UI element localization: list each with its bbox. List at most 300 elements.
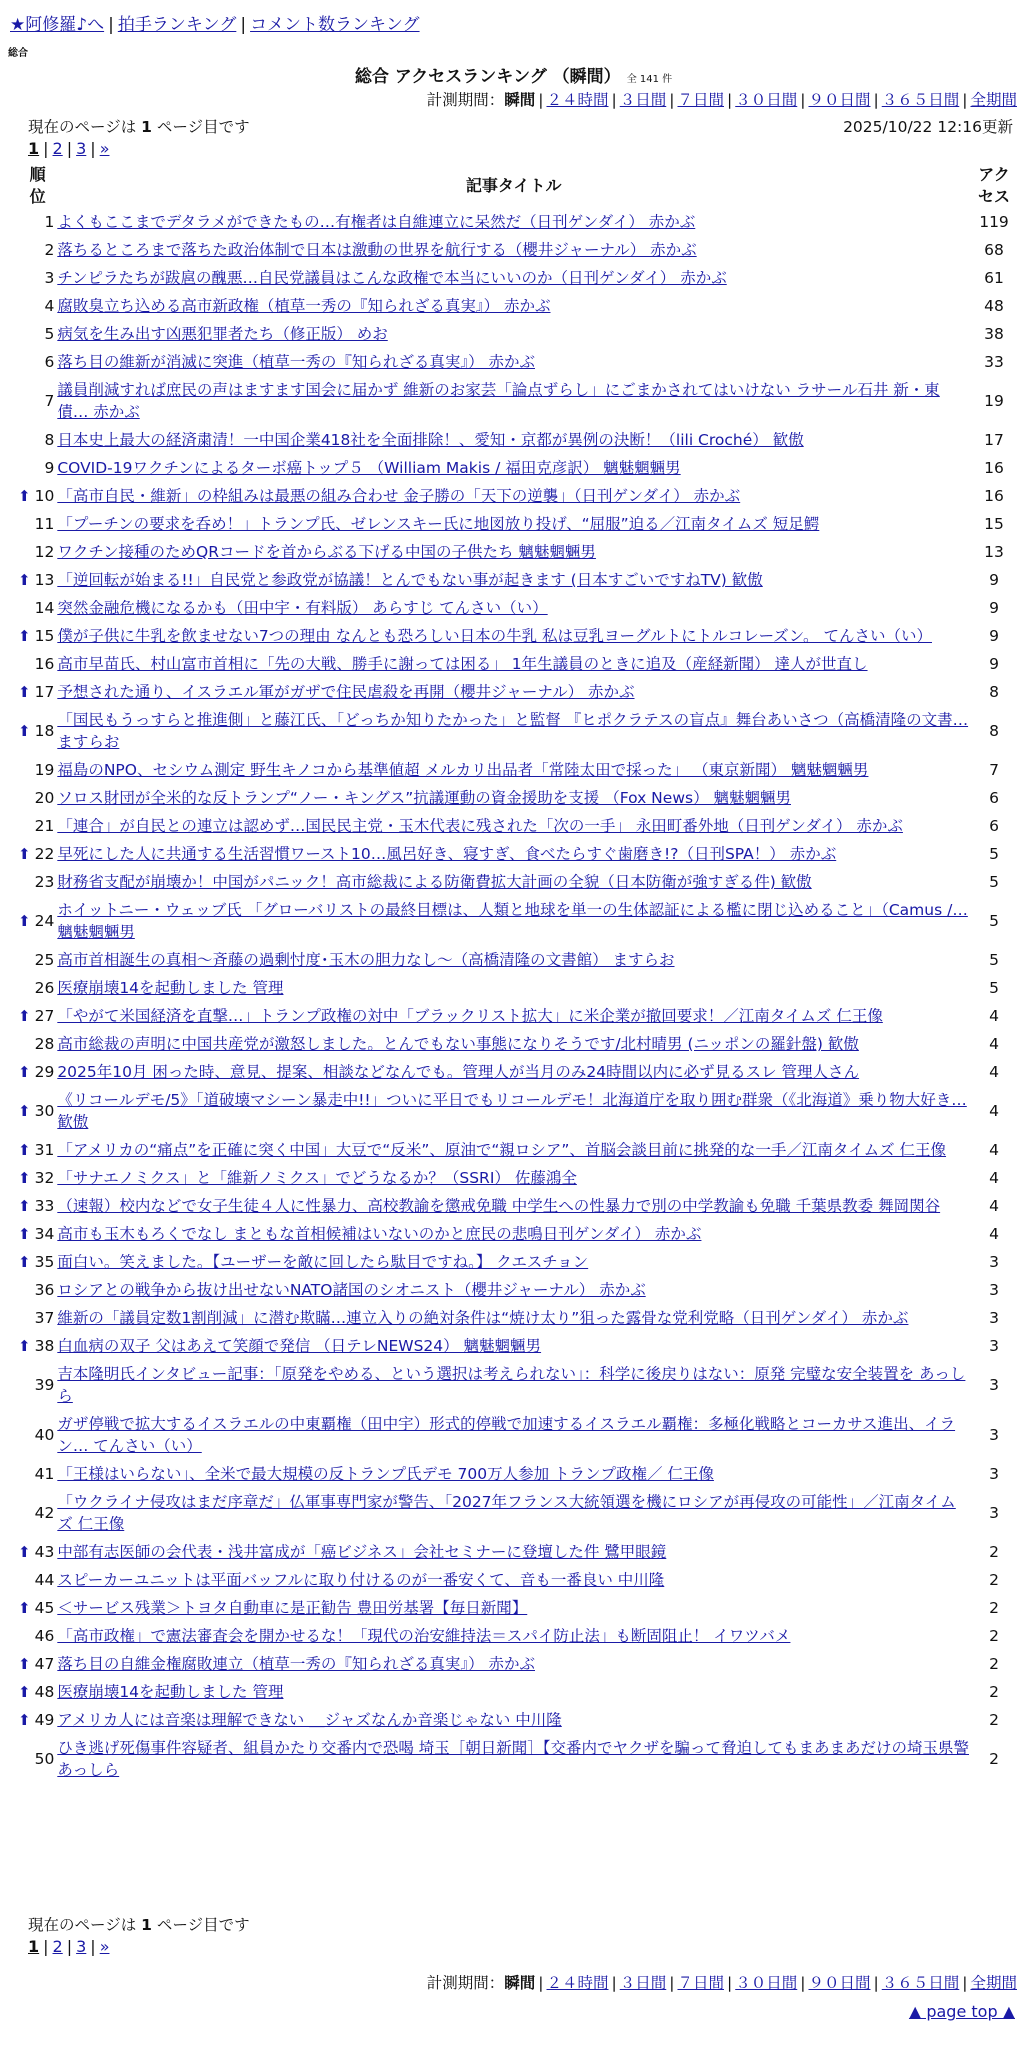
- access-count: 5: [989, 979, 999, 997]
- article-link[interactable]: 医療崩壊14を起動しました 管理: [57, 1683, 284, 1701]
- title-cell: [57, 1734, 970, 1784]
- access-count: 3: [989, 1376, 999, 1394]
- title-cell: [57, 1678, 970, 1706]
- title-cell: [57, 1002, 970, 1030]
- article-link[interactable]: 「国民もうっすらと推進側」と藤江氏、「どっちか知りたかった」と監督 『ヒポクラテスの盲点』舞台あいさつ（高橋清隆の文書… ますらお: [57, 711, 969, 751]
- up-arrow-icon: ⬆: [18, 1169, 31, 1187]
- table-row: [18, 1248, 1018, 1276]
- rank-cell: [18, 840, 57, 868]
- period-bottom-link-1[interactable]: ３日間: [619, 1974, 667, 1992]
- col-title-header: 記事タイトル: [465, 176, 562, 195]
- rank-cell: [18, 678, 57, 706]
- access-count: 68: [984, 241, 1004, 259]
- article-link[interactable]: 「王様はいらない」、全米で最大規模の反トランプ氏デモ 700万人参加 トランプ政権／ 仁王像: [57, 1465, 714, 1483]
- rank-number: 22: [34, 845, 55, 863]
- rank-number: 34: [34, 1225, 55, 1243]
- period-separator: |: [611, 1974, 617, 1992]
- up-arrow-icon: ⬆: [18, 1543, 31, 1561]
- period-label: 計測期間：: [426, 91, 505, 109]
- access-count: 5: [989, 873, 999, 891]
- title-cell: [57, 1220, 970, 1248]
- period-bottom-link-0[interactable]: ２４時間: [546, 1974, 609, 1992]
- period-link-3[interactable]: ３０日間: [735, 91, 798, 109]
- up-arrow-icon: ⬆: [18, 1337, 31, 1355]
- article-link[interactable]: 「高市自民・維新」の枠組みは最悪の組み合わせ 金子勝の「天下の逆襲」（日刊ゲンダイ） 赤かぶ: [57, 487, 741, 505]
- article-link[interactable]: 「逆回転が始まる!!」自民党と参政党が協議！とんでもない事が起きます (日本すごいですねTV) 歓傲: [57, 571, 763, 589]
- pager-separator: |: [43, 139, 49, 158]
- rank-cell: [18, 650, 57, 678]
- rank-cell: [18, 946, 57, 974]
- access-count: 9: [989, 571, 999, 589]
- rank-cell: [18, 320, 57, 348]
- rank-number: 40: [34, 1426, 55, 1444]
- article-link[interactable]: 落ち目の自維金権腐敗連立（植草一秀の『知られざる真実』） 赤かぶ: [57, 1655, 535, 1673]
- access-count: 4: [989, 1169, 999, 1187]
- rank-number: 2: [44, 241, 55, 259]
- article-link[interactable]: 2025年10月 困った時、意見、提案、相談などなんでも。管理人が当月のみ24時間以内に必ず見るスレ 管理人さん: [57, 1063, 860, 1081]
- period-link-5[interactable]: ３６５日間: [881, 91, 960, 109]
- access-count: 3: [989, 1465, 999, 1483]
- period-separator: |: [800, 1974, 806, 1992]
- rank-number: 50: [34, 1750, 55, 1768]
- pager-page-link[interactable]: 2: [52, 1937, 63, 1956]
- access-count: 5: [989, 845, 999, 863]
- period-link-2[interactable]: ７日間: [677, 91, 724, 109]
- article-link[interactable]: 病気を生み出す凶悪犯罪者たち（修正版） めお: [57, 325, 388, 343]
- title-cell: [57, 1410, 970, 1460]
- rank-cell: [18, 1276, 57, 1304]
- article-link[interactable]: 僕が子供に牛乳を飲ませない7つの理由 なんとも恐ろしい日本の牛乳 私は豆乳ヨーグルトにトルコレーズン。 てんさい（い）: [57, 627, 932, 645]
- rank-number: 12: [34, 543, 55, 561]
- title-cell: [57, 1360, 970, 1410]
- table-row: [18, 482, 1018, 510]
- article-link[interactable]: 面白い。笑えました。【ユーザーを敵に回したら駄目ですね。】 クエスチョン: [57, 1253, 589, 1271]
- access-count: 9: [989, 627, 999, 645]
- title-cell: [57, 622, 970, 650]
- rank-number: 36: [34, 1281, 55, 1299]
- article-link[interactable]: ＜サービス残業＞トヨタ自動車に是正勧告 豊田労基署【毎日新聞】: [57, 1599, 528, 1617]
- access-count: 3: [989, 1309, 999, 1327]
- period-separator: |: [538, 1974, 544, 1992]
- rank-number: 29: [34, 1063, 55, 1081]
- rank-number: 47: [34, 1655, 55, 1673]
- rank-cell: [18, 264, 57, 292]
- rank-cell: [18, 1460, 57, 1488]
- article-link[interactable]: 白血病の双子 父はあえて笑顔で発信 （日テレNEWS24） 魑魅魍魎男: [57, 1337, 542, 1355]
- article-link[interactable]: ワクチン接種のためQRコードを首からぶる下げる中国の子供たち 魑魅魍魎男: [57, 543, 596, 561]
- table-row: [18, 1360, 1018, 1410]
- home-link[interactable]: ★阿修羅♪へ: [10, 15, 105, 35]
- article-link[interactable]: 財務省支配が崩壊か！中国がパニック！高市総裁による防衛費拡大計画の全貌（日本防衛が強すぎる件) 歓傲: [57, 873, 812, 891]
- access-count: 4: [989, 1225, 999, 1243]
- period-bottom-link-2[interactable]: ７日間: [677, 1974, 724, 1992]
- table-row: [18, 1734, 1018, 1784]
- table-row: [18, 1332, 1018, 1360]
- title-cell: [57, 566, 970, 594]
- article-link[interactable]: 「プーチンの要求を呑め！」トランプ氏、ゼレンスキー氏に地図放り投げ、“屈服”迫る／江南タイムズ 短足鰐: [57, 515, 820, 533]
- title-cell: [57, 1460, 970, 1488]
- title-cell: [57, 236, 970, 264]
- article-link[interactable]: 高市総裁の声明に中国共産党が激怒しました。とんでもない事態になりそうです/北村晴男 (ニッポンの羅針盤) 歓傲: [57, 1035, 859, 1053]
- applause-ranking-link[interactable]: 拍手ランキング: [117, 15, 237, 35]
- access-count: 4: [989, 1063, 999, 1081]
- page-info: 現在のページは 1 ページ目です: [28, 118, 250, 136]
- table-row: [18, 292, 1018, 320]
- rank-cell: [18, 1332, 57, 1360]
- access-count: 2: [989, 1543, 999, 1561]
- top-nav: [10, 10, 420, 35]
- access-count: 2: [989, 1655, 999, 1673]
- access-count: 7: [989, 761, 999, 779]
- article-link[interactable]: よくもここまでデタラメができたもの…有権者は自維連立に呆然だ（日刊ゲンダイ） 赤かぶ: [57, 213, 696, 231]
- pager-separator: |: [90, 139, 96, 158]
- rank-cell: [18, 1410, 57, 1460]
- article-link[interactable]: 落ち目の維新が消滅に突進（植草一秀の『知られざる真実』） 赤かぶ: [57, 353, 535, 371]
- up-arrow-icon: ⬆: [18, 1599, 31, 1617]
- article-link[interactable]: COVID-19ワクチンによるターボ癌トップ５ （William Makis / 福田克彦訳） 魑魅魍魎男: [57, 459, 681, 477]
- title-cell: [57, 1706, 970, 1734]
- period-separator: |: [538, 91, 544, 109]
- title-cell: [57, 510, 970, 538]
- up-arrow-icon: ⬆: [18, 1683, 31, 1701]
- up-arrow-icon: ⬆: [18, 487, 31, 505]
- rank-cell: [18, 1164, 57, 1192]
- period-separator: |: [962, 91, 968, 109]
- up-arrow-icon: ⬆: [18, 683, 31, 701]
- rank-number: 45: [34, 1599, 55, 1617]
- period-link-6[interactable]: 全期間: [970, 91, 1017, 109]
- article-link[interactable]: 福島のNPO、セシウム測定 野生キノコから基準値超 メルカリ出品者「常陸太田で採った」 （東京新聞） 魑魅魍魎男: [57, 761, 869, 779]
- rank-cell: [18, 208, 57, 236]
- rank-number: 48: [34, 1683, 55, 1701]
- rank-number: 5: [44, 325, 55, 343]
- period-separator: |: [800, 91, 806, 109]
- title-cell: [57, 946, 970, 974]
- period-label: 計測期間：: [426, 1974, 505, 1992]
- table-row: [18, 510, 1018, 538]
- access-count: 6: [989, 817, 999, 835]
- rank-cell: [18, 706, 57, 756]
- title-cell: [57, 784, 970, 812]
- access-count: 48: [984, 297, 1004, 315]
- period-separator: |: [962, 1974, 968, 1992]
- rank-number: 23: [34, 873, 55, 891]
- period-current: 瞬間: [504, 91, 536, 109]
- rank-number: 42: [34, 1504, 55, 1522]
- article-link[interactable]: 「サナエノミクス」と「維新ノミクス」でどうなるか？（SSRI） 佐藤鴻全: [57, 1169, 577, 1187]
- access-count: 4: [989, 1007, 999, 1025]
- table-row: [18, 454, 1018, 482]
- article-link[interactable]: 腐敗臭立ち込める高市新政権（植草一秀の『知られざる真実』） 赤かぶ: [57, 297, 551, 315]
- article-link[interactable]: 維新の「議員定数1割削減」に潜む欺瞞…連立入りの絶対条件は“焼け太り”狙った露骨な党利党略（日刊ゲンダイ） 赤かぶ: [57, 1309, 909, 1327]
- rank-number: 1: [44, 213, 55, 231]
- access-count: 9: [989, 655, 999, 673]
- col-rank-header: 順位: [29, 165, 46, 206]
- table-row: [18, 1678, 1018, 1706]
- access-count: 3: [989, 1281, 999, 1299]
- article-link[interactable]: ガザ停戦で拡大するイスラエルの中東覇権（田中宇）形式的停戦で加速するイスラエル覇権：多極化戦略とコーカサス進出、イラン… てんさい（い）: [57, 1415, 956, 1455]
- rank-cell: [18, 348, 57, 376]
- access-count: 2: [989, 1683, 999, 1701]
- article-link[interactable]: ソロス財団が全米的な反トランプ“ノー・キングス”抗議運動の資金援助を支援 （Fox News） 魑魅魍魎男: [57, 789, 791, 807]
- table-row: [18, 1058, 1018, 1086]
- table-row: [18, 678, 1018, 706]
- rank-number: 25: [34, 951, 55, 969]
- rank-number: 3: [44, 269, 55, 287]
- pager: [28, 139, 109, 158]
- rank-number: 44: [34, 1571, 55, 1589]
- rank-number: 35: [34, 1253, 55, 1271]
- title-cell: [57, 1136, 970, 1164]
- rank-cell: [18, 1030, 57, 1058]
- title-cell: [57, 1332, 970, 1360]
- rank-number: 15: [34, 627, 55, 645]
- article-link[interactable]: 予想された通り、イスラエル軍がガザで住民虐殺を再開（櫻井ジャーナル） 赤かぶ: [57, 683, 635, 701]
- rank-cell: [18, 1136, 57, 1164]
- access-count: 2: [989, 1750, 999, 1768]
- access-count: 6: [989, 789, 999, 807]
- rank-cell: [18, 1192, 57, 1220]
- total-count: 全 141 件: [626, 74, 673, 85]
- title-cell: [57, 482, 970, 510]
- article-link[interactable]: ロシアとの戦争から抜け出せないNATO諸国のシオニスト（櫻井ジャーナル） 赤かぶ: [57, 1281, 646, 1299]
- article-link[interactable]: 吉本隆明氏インタビュー記事：「原発をやめる、という選択は考えられない」：科学に後戻りはない：原発 完璧な安全装置を あっしら: [57, 1365, 966, 1405]
- period-separator: |: [873, 1974, 879, 1992]
- rank-cell: [18, 1304, 57, 1332]
- pager-current: 1: [28, 139, 40, 158]
- rank-number: 24: [34, 912, 55, 930]
- rank-cell: [18, 1678, 57, 1706]
- article-link[interactable]: 高市首相誕生の真相〜斉藤の過剰忖度･玉木の胆力なし〜（高橋清隆の文書館） ますらお: [57, 951, 675, 969]
- title-cell: [57, 1594, 970, 1622]
- rank-number: 33: [34, 1197, 55, 1215]
- article-link[interactable]: 「連合」が自民との連立は認めず…国民民主党・玉木代表に残された「次の一手」 永田町番外地（日刊ゲンダイ） 赤かぶ: [57, 817, 903, 835]
- title-cell: [57, 426, 970, 454]
- article-link[interactable]: 日本史上最大の経済粛清！一中国企業418社を全面排除！、愛知・京都が異例の決断！（lili Croché） 歓傲: [57, 431, 804, 449]
- access-count: 4: [989, 1197, 999, 1215]
- article-link[interactable]: ひき逃げ死傷事件容疑者、組員かたり交番内で恐喝 埼玉［朝日新聞］【交番内でヤクザを騙って脅迫してもまあまあだけの埼玉県警 あっしら: [57, 1739, 969, 1779]
- table-row: [18, 1650, 1018, 1678]
- rank-cell: [18, 1706, 57, 1734]
- pager-page-link[interactable]: 3: [76, 139, 87, 158]
- rank-cell: [18, 1248, 57, 1276]
- up-arrow-icon: ⬆: [18, 1225, 31, 1243]
- up-arrow-icon: ⬆: [18, 627, 31, 645]
- table-row: [18, 706, 1018, 756]
- rank-number: 11: [34, 515, 55, 533]
- rank-number: 31: [34, 1141, 55, 1159]
- article-link[interactable]: 早死にした人に共通する生活習慣ワースト10…風呂好き、寝すぎ、食べたらすぐ歯磨き!?（日刊SPA！） 赤かぶ: [57, 845, 837, 863]
- pager-bottom: [28, 1937, 109, 1956]
- article-link[interactable]: 「高市政権」で憲法審査会を開かせるな！「現代の治安維持法＝スパイ防止法」も断固阻止！ イワツバメ: [57, 1627, 791, 1645]
- title-cell: [57, 1304, 970, 1332]
- article-link[interactable]: 高市も玉木もろくでなし まともな首相候補はいないのかと庶民の悲鳴日刊ゲンダイ） 赤かぶ: [57, 1225, 702, 1243]
- table-row: [18, 1304, 1018, 1332]
- article-link[interactable]: 落ちるところまで落ちた政治体制で日本は激動の世界を航行する（櫻井ジャーナル） 赤かぶ: [57, 241, 697, 259]
- article-link[interactable]: 高市早苗氏、村山富市首相に「先の大戦、勝手に謝っては困る」 1年生議員のときに追及（産経新聞） 達人が世直し: [57, 655, 868, 673]
- period-separator: |: [611, 91, 617, 109]
- period-link-0[interactable]: ２４時間: [546, 91, 609, 109]
- article-link[interactable]: ホイットニー・ウェッブ氏 「グローバリストの最終目標は、人類と地球を単一の生体認証による檻に閉じ込めること」（Camus /… 魑魅魍魎男: [57, 901, 968, 941]
- title-cell: [57, 292, 970, 320]
- rank-number: 43: [34, 1543, 55, 1561]
- article-link[interactable]: チンピラたちが跋扈の醜悪…自民党議員はこんな政権で本当にいいのか（日刊ゲンダイ） 赤かぶ: [57, 269, 727, 287]
- table-row: [18, 1410, 1018, 1460]
- title-cell: [57, 1488, 970, 1538]
- rank-cell: [18, 1538, 57, 1566]
- rank-cell: [18, 812, 57, 840]
- rank-cell: [18, 538, 57, 566]
- period-bottom-link-6[interactable]: 全期間: [970, 1974, 1017, 1992]
- access-count: 9: [989, 599, 999, 617]
- rank-number: 49: [34, 1711, 55, 1729]
- title-cell: [57, 1086, 970, 1136]
- table-row: [18, 264, 1018, 292]
- period-selector: [427, 88, 1017, 110]
- article-link[interactable]: 「ウクライナ侵攻はまだ序章だ」仏軍事専門家が警告、「2027年フランス大統領選を機にロシアが再侵攻の可能性」／江南タイムズ 仁王像: [57, 1493, 956, 1533]
- rank-number: 7: [44, 392, 55, 410]
- table-row: [18, 974, 1018, 1002]
- table-row: [18, 1164, 1018, 1192]
- article-link[interactable]: （速報）校内などで女子生徒４人に性暴力、高校教諭を懲戒免職 中学生への性暴力で別の中学教諭も免職 千葉県教委 舞岡関谷: [57, 1197, 941, 1215]
- article-link[interactable]: 中部有志医師の会代表・浅井富成が「癌ビジネス」会社セミナーに登壇した件 鷺甲眼鏡: [57, 1543, 667, 1561]
- pager-next-link[interactable]: »: [99, 1937, 110, 1956]
- title-cell: [57, 348, 970, 376]
- access-count: 4: [989, 1102, 999, 1120]
- period-separator: |: [669, 91, 675, 109]
- access-count: 2: [989, 1571, 999, 1589]
- rank-number: 37: [34, 1309, 55, 1327]
- rank-number: 18: [34, 722, 55, 740]
- rank-number: 30: [34, 1102, 55, 1120]
- article-link[interactable]: 《リコールデモ/5》「道破壊マシーン暴走中!!」ついに平日でもリコールデモ！北海道庁を取り囲む群衆（《北海道》乗り物大好き… 歓傲: [57, 1091, 967, 1131]
- title-cell: [57, 896, 970, 946]
- title-cell: [57, 1276, 970, 1304]
- title-cell: [57, 1650, 970, 1678]
- table-row: [18, 1276, 1018, 1304]
- article-link[interactable]: スピーカーユニットは平面バッフルに取り付けるのが一番安くて、音も一番良い 中川隆: [57, 1571, 665, 1589]
- period-separator: |: [873, 91, 879, 109]
- article-link[interactable]: 「やがて米国経済を直撃…」トランプ政権の対中「ブラックリスト拡大」に米企業が撤回要求！／江南タイムズ 仁王像: [57, 1007, 883, 1025]
- title-cell: [57, 1058, 970, 1086]
- pager-separator: |: [90, 1937, 96, 1956]
- pager-separator: |: [43, 1937, 49, 1956]
- period-bottom-link-5[interactable]: ３６５日間: [881, 1974, 960, 1992]
- article-link[interactable]: 突然金融危機になるかも（田中宇・有料版） あらすじ てんさい（い）: [57, 599, 548, 617]
- title-cell: [57, 1566, 970, 1594]
- period-link-1[interactable]: ３日間: [619, 91, 667, 109]
- title-cell: [57, 756, 970, 784]
- article-link[interactable]: アメリカ人には音楽は理解できない ＿ジャズなんか音楽じゃない 中川隆: [57, 1711, 562, 1729]
- access-count: 119: [979, 213, 1009, 231]
- rank-cell: [18, 1488, 57, 1538]
- pager-page-link[interactable]: 3: [76, 1937, 87, 1956]
- nav-separator: |: [240, 15, 247, 35]
- up-arrow-icon: ⬆: [18, 1253, 31, 1271]
- up-arrow-icon: ⬆: [18, 1007, 31, 1025]
- pager-page-link[interactable]: 2: [52, 139, 63, 158]
- table-row: [18, 348, 1018, 376]
- rank-cell: [18, 1086, 57, 1136]
- period-separator: |: [669, 1974, 675, 1992]
- rank-number: 6: [44, 353, 55, 371]
- comment-ranking-link[interactable]: コメント数ランキング: [250, 15, 420, 35]
- access-count: 3: [989, 1337, 999, 1355]
- title-cell: [57, 812, 970, 840]
- rank-cell: [18, 454, 57, 482]
- rank-number: 19: [34, 761, 55, 779]
- table-row: [18, 1002, 1018, 1030]
- title-cell: [57, 1192, 970, 1220]
- rank-number: 20: [34, 789, 55, 807]
- rank-number: 21: [34, 817, 55, 835]
- access-count: 33: [984, 353, 1004, 371]
- period-bottom-link-4[interactable]: ９０日間: [808, 1974, 871, 1992]
- title-cell: [57, 678, 970, 706]
- up-arrow-icon: ⬆: [18, 1197, 31, 1215]
- table-row: [18, 1594, 1018, 1622]
- article-link[interactable]: 「アメリカの“痛点”を正確に突く中国」大豆で“反米”、原油で“親ロシア”、首脳会談目前に挑発的な一手／江南タイムズ 仁王像: [57, 1141, 947, 1159]
- title-cell: [57, 1030, 970, 1058]
- table-row: [18, 376, 1018, 426]
- rank-cell: [18, 1566, 57, 1594]
- table-row: [18, 1220, 1018, 1248]
- pager-next-link[interactable]: »: [99, 139, 110, 158]
- rank-cell: [18, 756, 57, 784]
- up-arrow-icon: ⬆: [18, 722, 31, 740]
- access-count: 13: [984, 543, 1004, 561]
- title-cell: [57, 376, 970, 426]
- access-count: 3: [989, 1426, 999, 1444]
- up-arrow-icon: ⬆: [18, 571, 31, 589]
- table-row: [18, 1086, 1018, 1136]
- table-row: [18, 784, 1018, 812]
- rank-cell: [18, 1220, 57, 1248]
- access-count: 16: [984, 487, 1004, 505]
- period-bottom-link-3[interactable]: ３０日間: [735, 1974, 798, 1992]
- up-arrow-icon: ⬆: [18, 1711, 31, 1729]
- nav-separator: |: [108, 15, 114, 35]
- rank-cell: [18, 594, 57, 622]
- rank-number: 46: [34, 1627, 55, 1645]
- access-count: 38: [984, 325, 1004, 343]
- ranking-table: [18, 164, 1018, 1784]
- rank-cell: [18, 1002, 57, 1030]
- title-cell: [57, 1248, 970, 1276]
- pager-current: 1: [28, 1937, 40, 1956]
- rank-number: 28: [34, 1035, 55, 1053]
- rank-number: 13: [34, 571, 55, 589]
- up-arrow-icon: ⬆: [18, 912, 31, 930]
- ranking-title: 総合 アクセスランキング （瞬間）: [354, 67, 621, 87]
- rank-number: 26: [34, 979, 55, 997]
- access-count: 2: [989, 1599, 999, 1617]
- pager-separator: |: [66, 1937, 73, 1956]
- rank-cell: [18, 1650, 57, 1678]
- article-link[interactable]: 医療崩壊14を起動しました 管理: [57, 979, 284, 997]
- article-link[interactable]: 議員削減すれば庶民の声はますます国会に届かず 維新のお家芸「論点ずらし」にごまかされてはいけない ラサール石井 新・東債… 赤かぶ: [57, 381, 940, 421]
- table-row: [18, 320, 1018, 348]
- up-arrow-icon: ⬆: [18, 1102, 31, 1120]
- table-row: [18, 1538, 1018, 1566]
- period-link-4[interactable]: ９０日間: [808, 91, 871, 109]
- rank-cell: [18, 896, 57, 946]
- rank-cell: [18, 376, 57, 426]
- access-count: 8: [989, 722, 999, 740]
- title-cell: [57, 1622, 970, 1650]
- table-row: [18, 756, 1018, 784]
- page-top-link[interactable]: ▲ page top ▲: [908, 2002, 1015, 2021]
